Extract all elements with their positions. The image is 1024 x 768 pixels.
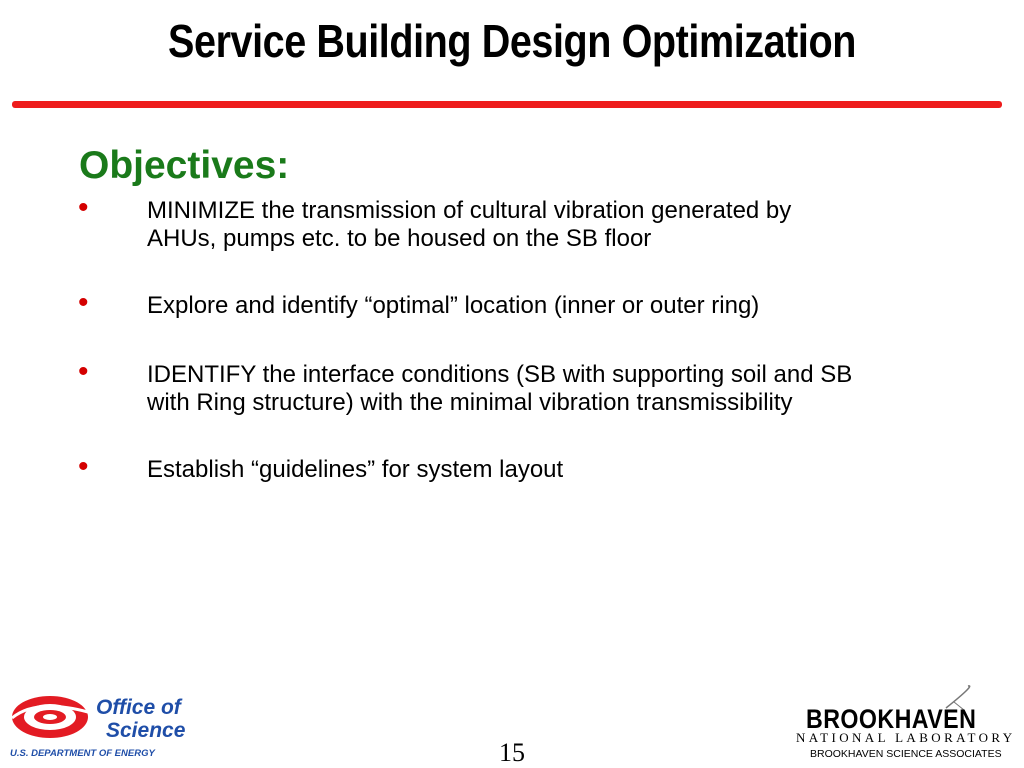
- bullet-text: [147, 197, 997, 253]
- science-label: Science: [106, 719, 186, 742]
- doe-label: U.S. DEPARTMENT OF ENERGY: [10, 748, 155, 759]
- bnl-associates: BROOKHAVEN SCIENCE ASSOCIATES: [810, 748, 1002, 760]
- swirl-center: [43, 714, 57, 720]
- page-number: 15: [499, 738, 525, 767]
- bullet-dot: •: [78, 355, 89, 388]
- section-heading: Objectives:: [79, 144, 290, 187]
- bullet-dot: •: [78, 450, 89, 483]
- bullet-line: Explore and identify “optimal” location (inner or outer ring): [147, 292, 760, 319]
- bullet-dot: •: [78, 191, 89, 224]
- bullet-line: Establish “guidelines” for system layout: [147, 456, 564, 483]
- bullet-text: [147, 361, 997, 417]
- title-rule: [12, 101, 1002, 108]
- doe-swirl-icon: [12, 696, 88, 738]
- bnl-wordmark: BROOKHAVEN: [806, 704, 977, 734]
- office-of-label: Office of: [96, 696, 181, 719]
- bnl-subtitle: NATIONAL LABORATORY: [796, 730, 1016, 745]
- bullet-line: with Ring structure) with the minimal vibration transmissibility: [147, 389, 793, 416]
- bullet-text: [147, 292, 997, 320]
- bullet-text: [147, 456, 997, 484]
- bullet-line: MINIMIZE the transmission of cultural vibration generated by: [147, 197, 792, 224]
- slide-title: Service Building Design Optimization: [168, 15, 856, 67]
- bullet-dot: •: [78, 286, 89, 319]
- bullet-line: AHUs, pumps etc. to be housed on the SB floor: [147, 225, 652, 252]
- bullet-line: IDENTIFY the interface conditions (SB with supporting soil and SB: [147, 361, 853, 388]
